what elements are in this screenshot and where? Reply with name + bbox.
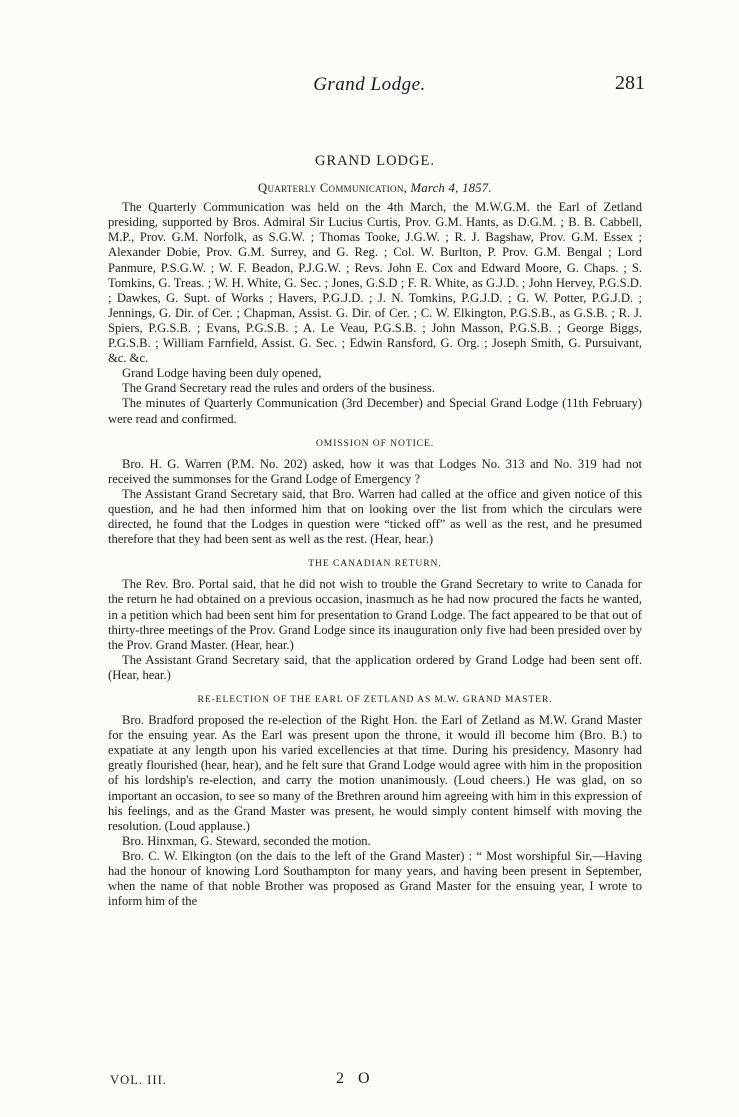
article-title: GRAND LODGE. <box>315 153 435 169</box>
intro-paragraph: The minutes of Quarterly Communication (3rd December) and Special Grand Lodge (11th February) were read and confirmed. <box>108 396 642 426</box>
section-paragraph: The Assistant Grand Secretary said, that the application ordered by Grand Lodge had been sent off. (Hear, hear.) <box>108 652 642 682</box>
page-number: 281 <box>615 72 645 94</box>
intro-paragraph: The Quarterly Communication was held on the 4th March, the M.W.G.M. the Earl of Zetland presiding, supported by Bros. Admiral Sir Lucius Curtis, Prov. G.M. Hants, as D.G.M. ; B. B. Cabbell, M.P., Prov. G.M. Norfolk, as S.G.W. ; Thomas Tooke, J.G.W. ; R. J. Bagshaw, Prov. G.M. Essex ; Alexander Dobie, Prov. G.M. Surrey, and G. Reg. ; Col. W. Burlton, P. Prov. G.M. Bengal ; Lord Panmure, P.S.G.W. ; W. F. Beadon, P.J.G.W. ; Revs. John E. Cox and Edward Moore, G. Chaps. ; S. Tomkins, G. Treas. ; W. H. White, G. Sec. ; Jones, G.S.D ; F. R. White, as G.J.D. ; John Hervey, P.G.S.D. ; Dawkes, G. Supt. of Works ; Havers, P.G.J.D. ; J. N. Tomkins, P.G.J.D. ; G. W. Potter, P.G.J.D. ; Jennings, G. Dir. of Cer. ; Chapman, Assist. G. Dir. of Cer. ; C. W. Elkington, P.G.S.B., as G.S.B. ; R. J. Spiers, P.G.S.B. ; Evans, P.G.S.B. ; A. Le Veau, P.G.S.B. ; John Masson, P.G.S.B. ; George Biggs, P.G.S.B. ; William Farnfield, Assist. G. Sec. ; Edwin Ransford, G. Org. ; Joseph Smith, G. Pursuivant, &c. &c. <box>108 200 642 366</box>
volume-label: VOL. III. <box>110 1073 167 1087</box>
section-paragraph: The Rev. Bro. Portal said, that he did not wish to trouble the Grand Secretary to write to Canada for the return he had obtained on a previous occasion, inasmuch as he had now procured the facts he wanted, in a petition which had been sent him for presentation to Grand Lodge. The fact appeared to be that out of thirty-three meetings of the Prov. Grand Lodge since its inauguration only five had been presided over by the Prov. Grand Master. (Hear, hear.) <box>108 577 642 652</box>
section-heading-omission: OMISSION OF NOTICE. <box>315 437 435 449</box>
section-paragraph: Bro. H. G. Warren (P.M. No. 202) asked, how it was that Lodges No. 313 and No. 319 had not received the summonses for the Grand Lodge of Emergency ? <box>108 456 642 486</box>
section-paragraph: The Assistant Grand Secretary said, that Bro. Warren had called at the office and given notice of this question, and he had then informed him that on looking over the list from which the circulars were directed, he found that the Lodges in question were “ticked off” as well as the rest, and he presumed therefore that they had been sent as well as the rest. (Hear, hear.) <box>108 486 642 547</box>
running-title: Grand Lodge. <box>313 74 426 95</box>
section-paragraph: Bro. Bradford proposed the re-election of the Right Hon. the Earl of Zetland as M.W. Grand Master for the ensuing year. As the Earl was present upon the throne, it would ill become him (Bro. B.) to expatiate at any length upon his varied excellencies at that time. During his presidency, Masonry had greatly flourished (hear, hear), and he felt sure that Grand Lodge would agree with him in the proposition of his lordship's re-election, and carry the motion unanimously. (Loud cheers.) He was glad, on so important an occasion, to see so many of the Brethren around him agreeing with him in this expression of his feelings, and as the Grand Master was present, he would simply content himself with moving the resolution. (Loud applause.) <box>108 713 642 833</box>
subtitle-date: March 4, 1857. <box>410 181 492 196</box>
article-body <box>108 150 642 909</box>
page-footer <box>110 1070 490 1093</box>
section-paragraph: Bro. C. W. Elkington (on the dais to the left of the Grand Master) : “ Most worshipful Sir,—Having had the honour of knowing Lord Southampton for many years, and having been present in September, when the name of that noble Brother was proposed as Grand Master for the ensuing year, I wrote to inform him of the <box>108 848 642 909</box>
intro-paragraph: The Grand Secretary read the rules and orders of the business. <box>122 381 435 396</box>
subtitle-prefix: Quarterly Communication, <box>258 181 408 196</box>
section-heading-canadian: THE CANADIAN RETURN. <box>308 558 442 570</box>
intro-paragraph: Grand Lodge having been duly opened, <box>122 366 322 381</box>
section-paragraph: Bro. Hinxman, G. Steward, seconded the motion. <box>122 833 371 848</box>
running-head <box>0 74 739 102</box>
section-heading-re-election: RE-ELECTION OF THE EARL OF ZETLAND AS M.W. GRAND MASTER. <box>197 694 553 705</box>
signature-mark: 2 O <box>336 1070 375 1087</box>
article-subtitle <box>108 181 642 196</box>
